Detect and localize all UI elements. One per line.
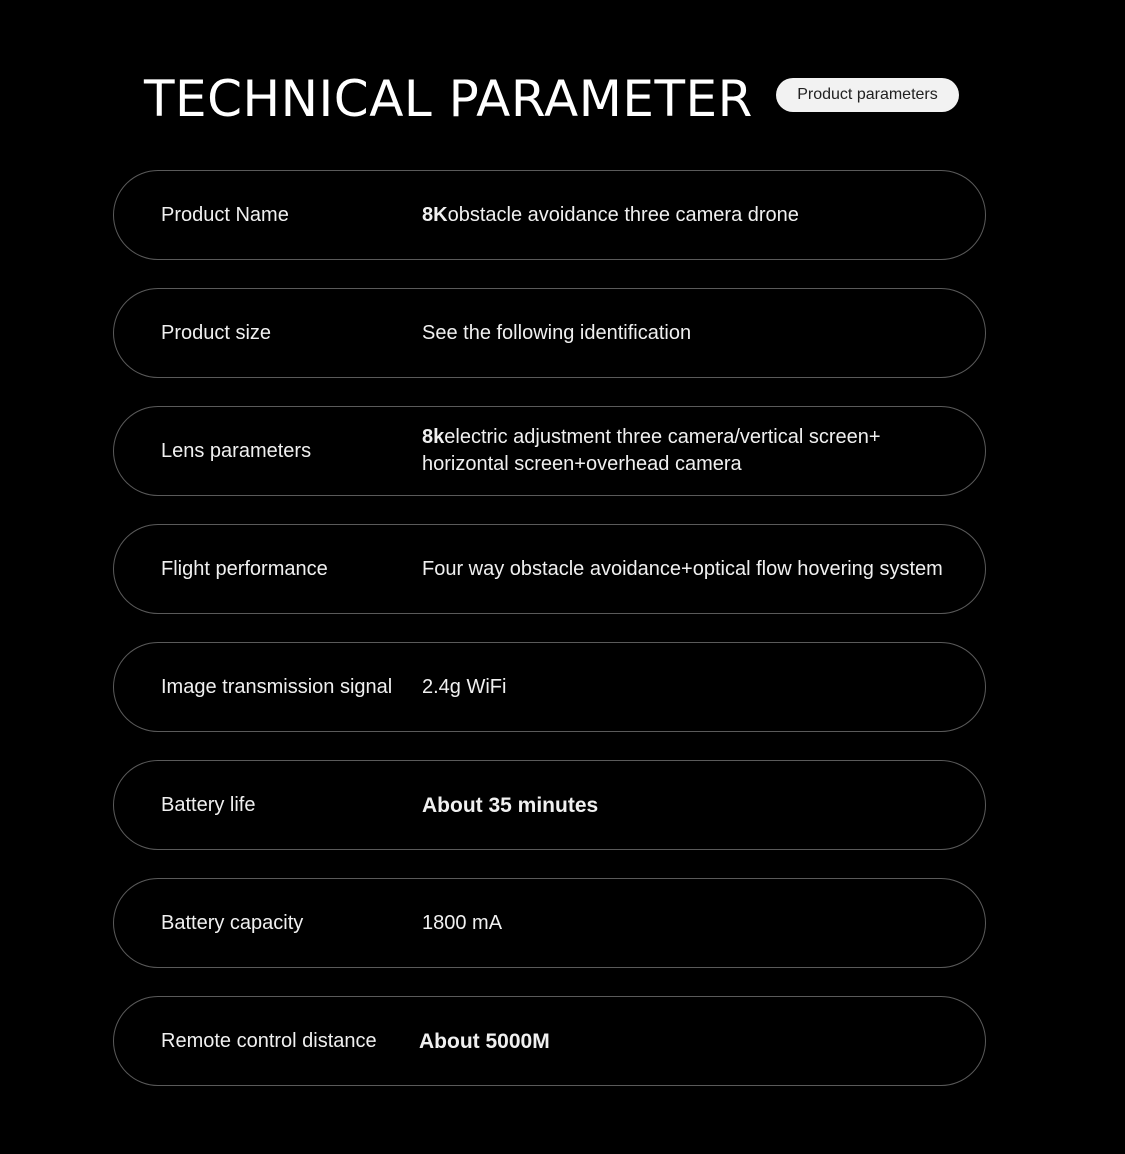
param-row-remote-control-distance (113, 996, 986, 1086)
param-value (422, 407, 905, 495)
param-label: Product size (161, 321, 272, 344)
param-value (422, 171, 955, 259)
param-row-battery-capacity (113, 878, 986, 968)
param-value-text: 2.4g WiFi (422, 675, 507, 698)
param-label: Lens parameters (161, 439, 312, 462)
param-value (422, 761, 955, 849)
param-label: Flight performance (161, 557, 328, 580)
page-title: TECHNICAL PARAMETER (144, 70, 753, 128)
param-value-text: About 35 minutes (422, 793, 599, 817)
header (144, 66, 984, 130)
param-value (422, 289, 955, 377)
param-value-text: 1800 mA (422, 911, 503, 934)
param-value-prefix: 8k (422, 426, 445, 448)
param-row-battery-life (113, 760, 986, 850)
param-row-product-name (113, 170, 986, 260)
param-label: Product Name (161, 203, 289, 226)
param-value (422, 643, 955, 731)
param-label: Remote control distance (161, 1029, 377, 1052)
param-row-flight-performance (113, 524, 986, 614)
parameter-list (113, 170, 986, 1114)
param-label: Battery life (161, 793, 256, 816)
param-row-lens-parameters (113, 406, 986, 496)
param-row-image-transmission-signal (113, 642, 986, 732)
param-value-text: See the following identification (422, 321, 692, 344)
param-value-prefix: 8K (422, 203, 448, 226)
product-parameters-badge: Product parameters (776, 78, 959, 112)
param-value-text: obstacle avoidance three camera drone (447, 203, 799, 226)
param-value-text: Four way obstacle avoidance+optical flow hovering system (422, 557, 943, 580)
param-value-text: electric adjustment three camera/vertical screen+ horizontal screen+overhead camera (422, 426, 881, 475)
param-label: Image transmission signal (161, 675, 393, 698)
param-value (422, 879, 955, 967)
param-label: Battery capacity (161, 911, 304, 934)
param-value (419, 997, 955, 1085)
param-row-product-size (113, 288, 986, 378)
param-value (422, 525, 955, 613)
param-value-text: About 5000M (419, 1029, 550, 1053)
